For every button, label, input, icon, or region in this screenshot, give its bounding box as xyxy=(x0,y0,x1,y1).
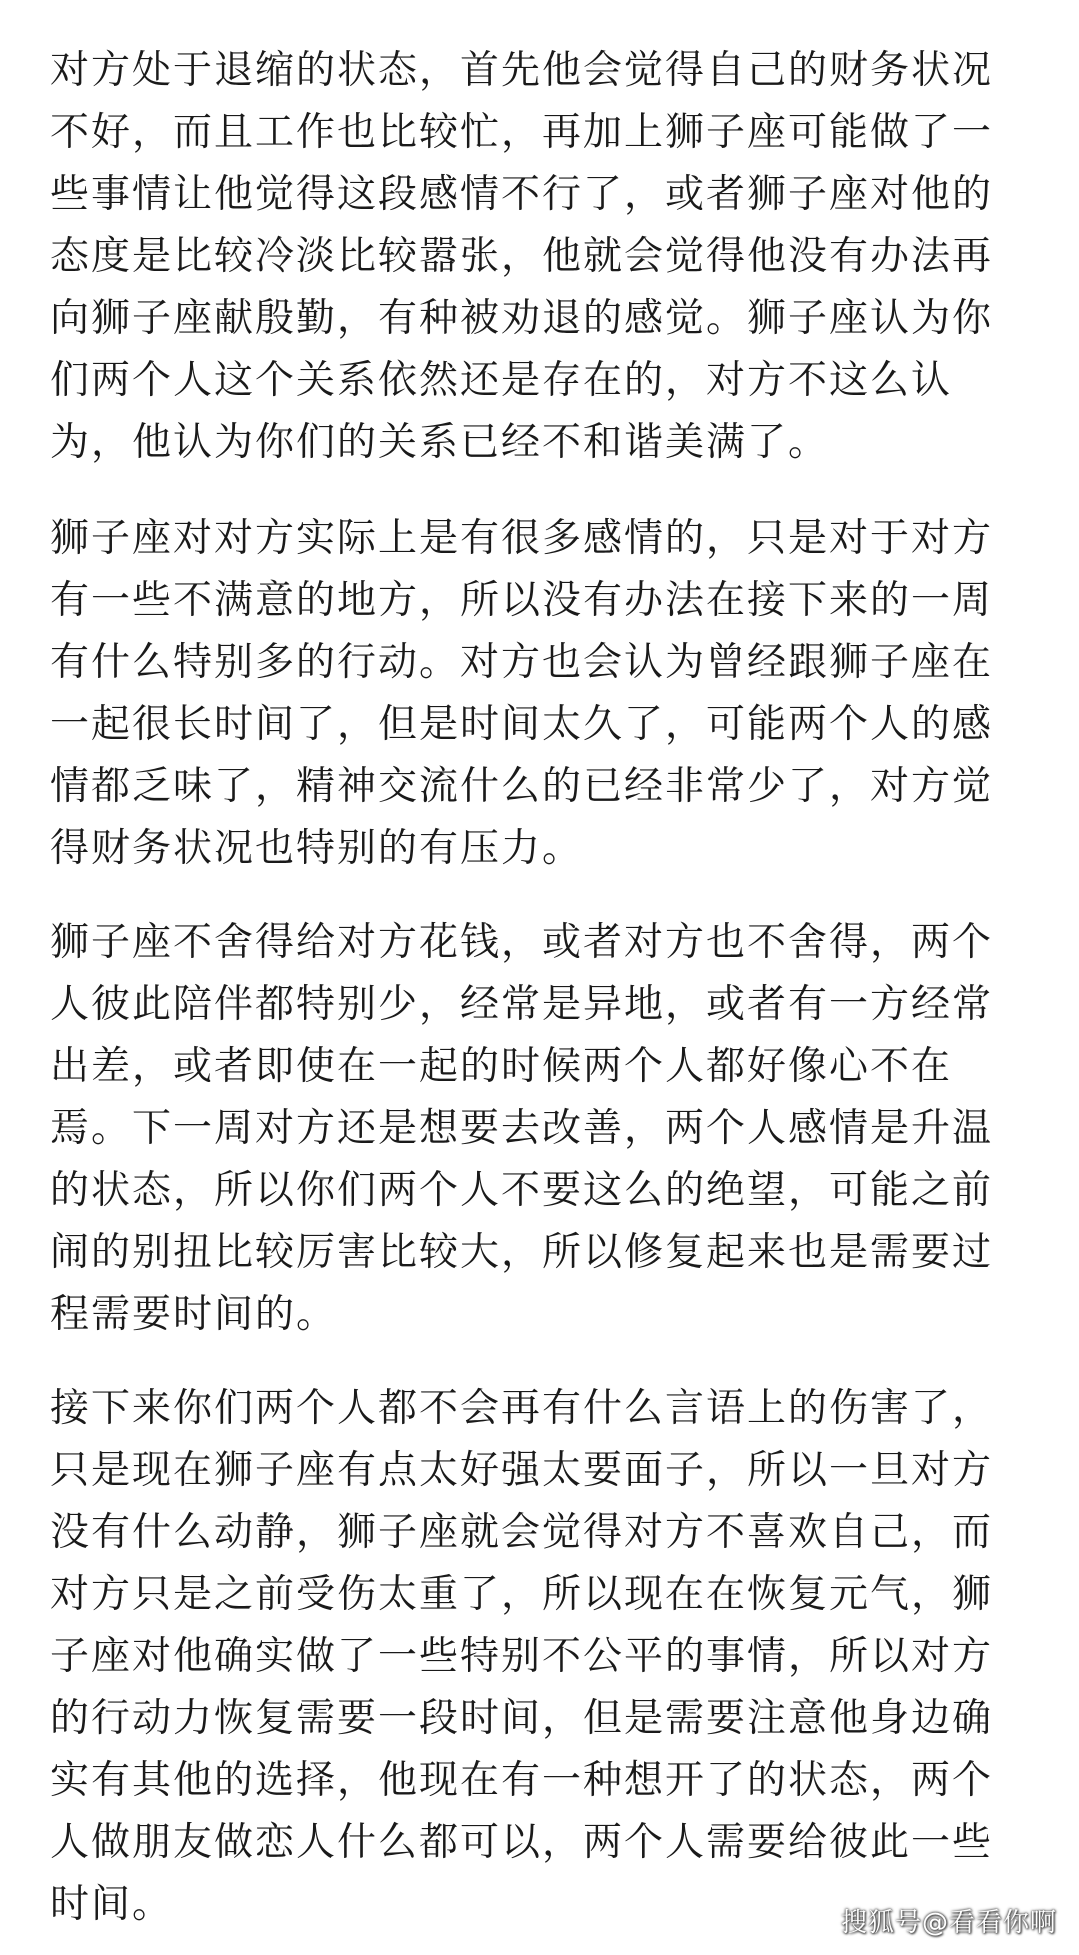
paragraph-4 xyxy=(50,1378,993,1936)
text-line: 对方处于退缩的状态，首先他会觉得自己的财务状况 xyxy=(50,48,994,93)
text-line: 一起很长时间了，但是时间太久了，可能两个人的感 xyxy=(50,702,994,747)
text-line: 有一些不满意的地方，所以没有办法在接下来的一周 xyxy=(50,578,994,623)
text-line: 人做朋友做恋人什么都可以，两个人需要给彼此一些 xyxy=(50,1820,994,1865)
text-line: 狮子座对对方实际上是有很多感情的，只是对于对方 xyxy=(50,516,994,561)
paragraph-3 xyxy=(50,912,993,1346)
watermark: 搜狐号@看看你啊 xyxy=(840,1908,1057,1938)
text-line: 焉。下一周对方还是想要去改善，两个人感情是升温 xyxy=(50,1106,994,1151)
text-line: 只是现在狮子座有点太好强太要面子，所以一旦对方 xyxy=(50,1448,994,1493)
paragraph-2 xyxy=(50,508,993,880)
paragraph-1 xyxy=(50,40,993,474)
text-line: 没有什么动静，狮子座就会觉得对方不喜欢自己，而 xyxy=(50,1510,994,1555)
text-line: 实有其他的选择，他现在有一种想开了的状态，两个 xyxy=(50,1758,994,1803)
text-line: 闹的别扭比较厉害比较大，所以修复起来也是需要过 xyxy=(50,1230,994,1275)
text-line: 狮子座不舍得给对方花钱，或者对方也不舍得，两个 xyxy=(50,920,994,965)
text-line: 接下来你们两个人都不会再有什么言语上的伤害了， xyxy=(50,1386,994,1431)
text-line: 出差，或者即使在一起的时候两个人都好像心不在 xyxy=(50,1044,953,1089)
text-line: 向狮子座献殷勤，有种被劝退的感觉。狮子座认为你 xyxy=(50,296,994,341)
text-line: 程需要时间的。 xyxy=(50,1292,338,1337)
text-line: 为，他认为你们的关系已经不和谐美满了。 xyxy=(50,420,830,465)
text-line: 不好，而且工作也比较忙，再加上狮子座可能做了一 xyxy=(50,110,994,155)
text-line: 对方只是之前受伤太重了，所以现在在恢复元气，狮 xyxy=(50,1572,994,1617)
text-line: 的行动力恢复需要一段时间，但是需要注意他身边确 xyxy=(50,1696,994,1741)
text-line: 些事情让他觉得这段感情不行了，或者狮子座对他的 xyxy=(50,172,994,217)
text-line: 的状态，所以你们两个人不要这么的绝望，可能之前 xyxy=(50,1168,994,1213)
text-line: 们两个人这个关系依然还是存在的，对方不这么认 xyxy=(50,358,953,403)
text-line: 子座对他确实做了一些特别不公平的事情，所以对方 xyxy=(50,1634,994,1679)
text-line: 时间。 xyxy=(50,1882,174,1927)
text-line: 人彼此陪伴都特别少，经常是异地，或者有一方经常 xyxy=(50,982,994,1027)
text-line: 有什么特别多的行动。对方也会认为曾经跟狮子座在 xyxy=(50,640,994,685)
text-line: 态度是比较冷淡比较嚣张，他就会觉得他没有办法再 xyxy=(50,234,994,279)
text-line: 得财务状况也特别的有压力。 xyxy=(50,826,584,871)
text-line: 情都乏味了，精神交流什么的已经非常少了，对方觉 xyxy=(50,764,994,809)
